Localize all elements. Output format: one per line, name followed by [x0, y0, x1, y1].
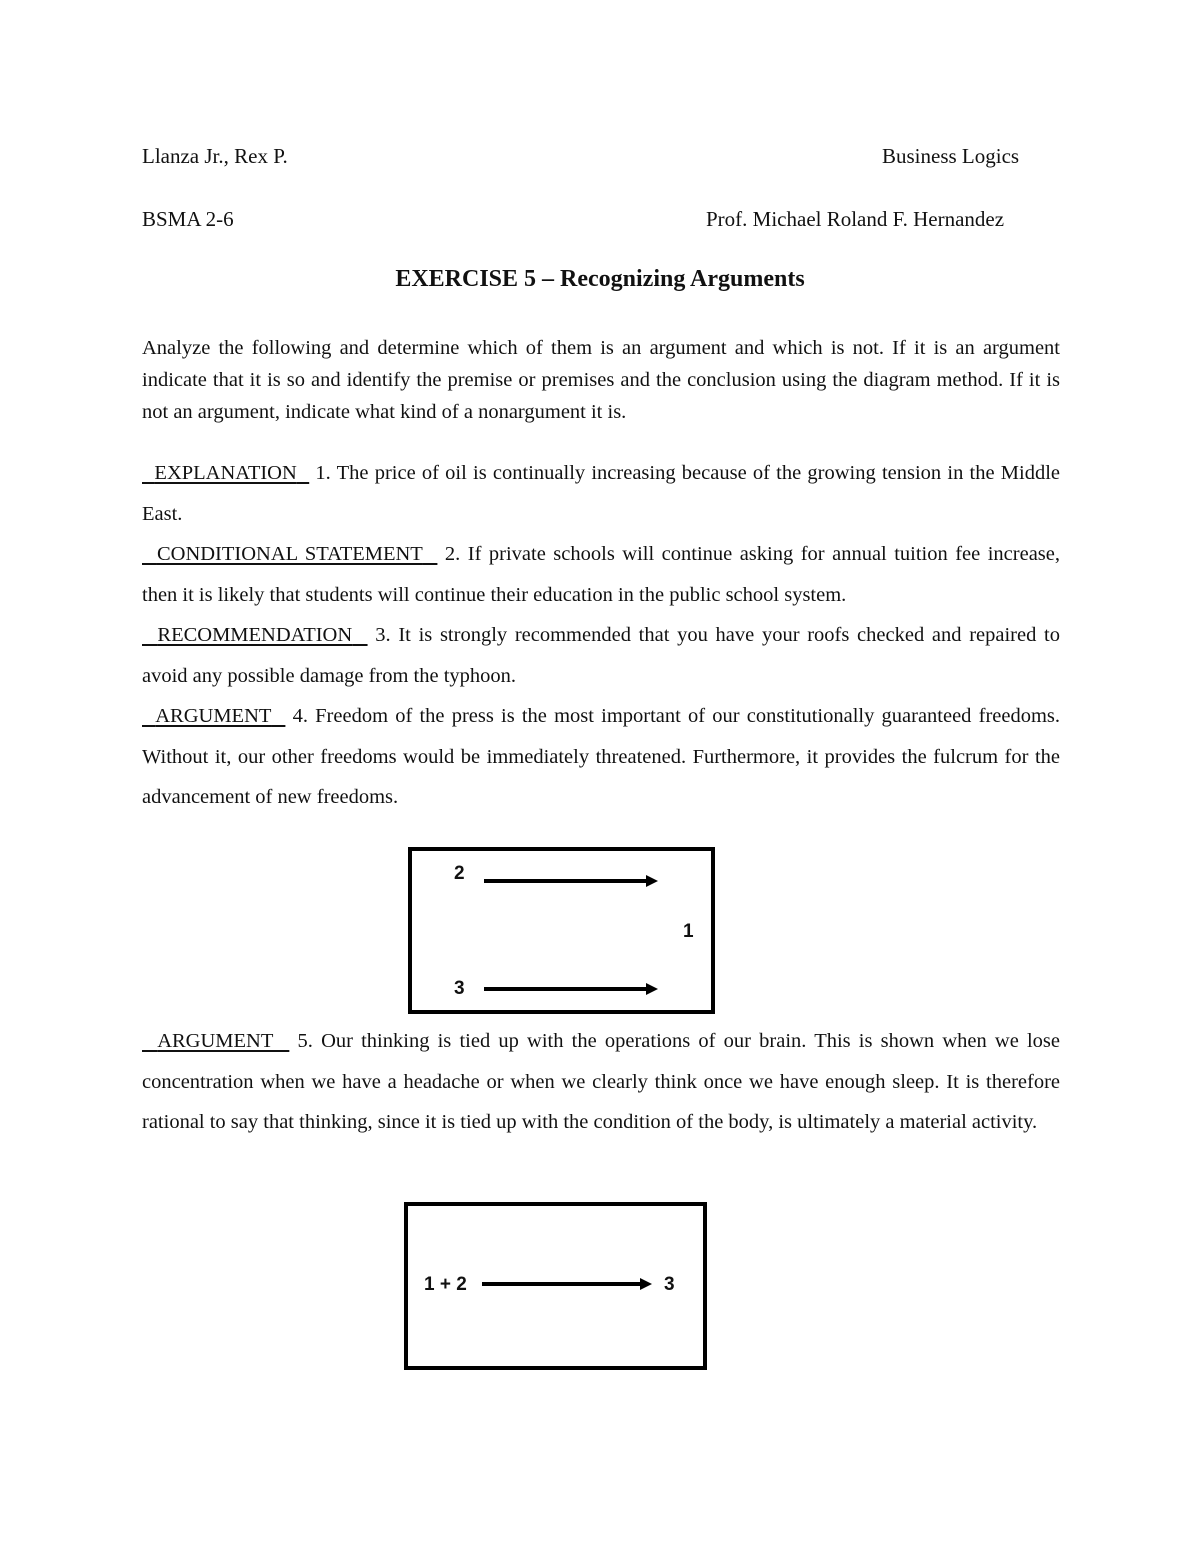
- diagram-1-premise-b: 3: [454, 978, 465, 999]
- diagram-2-arrow: [480, 1274, 660, 1294]
- diagram-1-arrow-bottom: [482, 979, 662, 999]
- diagram-1-arrow-top: [482, 871, 662, 891]
- diagram-2: [404, 1202, 707, 1370]
- diagram-2-conclusion: 3: [664, 1274, 675, 1295]
- item-4-answer: ARGUMENT: [155, 705, 272, 727]
- item-2: [142, 534, 1060, 615]
- item-1-answer: EXPLANATION: [154, 462, 297, 484]
- page-title: EXERCISE 5 – Recognizing Arguments: [395, 266, 805, 292]
- item-5-number: 5.: [297, 1030, 313, 1052]
- instructions: Analyze the following and determine which of them is an argument and which is not. If it is an argument indicate that it is so and identify the premise or premises and the conclusion using the diagram method. If it is not an argument, indicate what kind of a nonargument it is.: [142, 337, 1060, 423]
- item-2-answer: CONDITIONAL STATEMENT: [156, 543, 423, 565]
- item-2-text: If private schools will continue asking for annual tuition fee increase, then it is likely that students will continue their education in the public school system.: [142, 543, 1061, 606]
- section: BSMA 2-6: [142, 207, 234, 231]
- item-3-answer: RECOMMENDATION: [157, 624, 353, 646]
- student-name: Llanza Jr., Rex P.: [142, 144, 288, 168]
- item-5: [142, 1021, 1060, 1143]
- item-3: [142, 615, 1060, 696]
- item-1: [142, 453, 1060, 534]
- item-4: [142, 696, 1060, 818]
- diagram-1-conclusion: 1: [683, 921, 694, 942]
- item-4-number: 4.: [292, 705, 308, 727]
- item-4-text: Freedom of the press is the most important of our constitutionally guaranteed freedoms. Without it, our other freedoms would be immediately threatened. Furthermore, it provides the fulcrum for the advancement of new freedoms.: [142, 705, 1061, 808]
- diagram-1: [408, 847, 715, 1014]
- item-3-text: It is strongly recommended that you have your roofs checked and repaired to avoid any possible damage from the typhoon.: [142, 624, 1060, 687]
- diagram-2-premises: 1 + 2: [424, 1274, 467, 1295]
- item-1-number: 1.: [315, 462, 331, 484]
- diagram-1-premise-a: 2: [454, 863, 465, 884]
- item-2-number: 2.: [444, 543, 461, 565]
- item-5-answer: ARGUMENT: [157, 1030, 273, 1052]
- professor-name: Prof. Michael Roland F. Hernandez: [706, 207, 1005, 231]
- item-1-text: The price of oil is continually increasing because of the growing tension in the Middle East.: [142, 462, 1061, 525]
- item-5-text: Our thinking is tied up with the operations of our brain. This is shown when we lose concentration when we have a headache or when we clearly think once we have enough sleep. It is therefore rational to say that thinking, since it is tied up with the condition of the body, is ultimately a material activity.: [142, 1030, 1061, 1133]
- item-3-number: 3.: [375, 624, 391, 646]
- course-name: Business Logics: [882, 144, 1020, 168]
